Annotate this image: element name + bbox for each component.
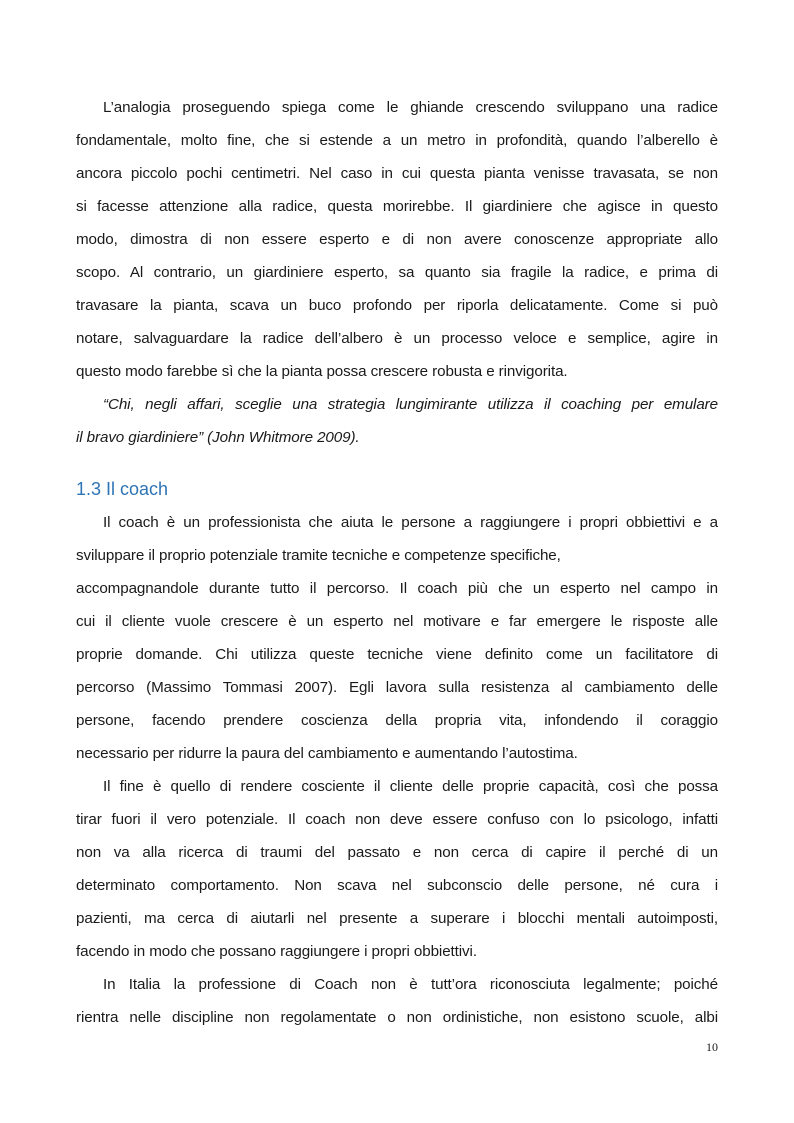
paragraph-italy [76, 968, 718, 1034]
text-line: L’analogia proseguendo spiega come le ghiande crescendo sviluppano una radice [103, 99, 718, 116]
quote-line: “Chi, negli affari, sceglie una strategia lungimirante utilizza il coaching per emulare [103, 396, 718, 413]
text-line: determinato comportamento. Non scava nel subconscio delle persone, né cura i [76, 877, 718, 894]
text-line: percorso (Massimo Tommasi 2007). Egli lavora sulla resistenza al cambiamento delle [76, 679, 718, 696]
quote-line: il bravo giardiniere” (John Whitmore 2009). [76, 429, 360, 446]
paragraph-coach-purpose [76, 770, 718, 968]
text-line: ancora piccolo pochi centimetri. Nel caso in cui questa pianta venisse travasata, se non [76, 165, 718, 182]
text-line: travasare la pianta, scava un buco profondo per riporla delicatamente. Come si può [76, 297, 718, 314]
page-number: 10 [706, 1040, 718, 1054]
section-heading: 1.3 Il coach [76, 479, 169, 499]
text-line: sviluppare il proprio potenziale tramite tecniche e competenze specifiche, [76, 547, 561, 564]
text-line: Il fine è quello di rendere cosciente il cliente delle proprie capacità, così che possa [103, 778, 718, 795]
paragraph-coach-definition [76, 506, 718, 770]
paragraph-ghiande [76, 91, 718, 388]
text-line: facendo in modo che possano raggiungere i propri obbiettivi. [76, 943, 477, 960]
text-line: questo modo farebbe sì che la pianta possa crescere robusta e rinvigorita. [76, 363, 568, 380]
text-line: non va alla ricerca di traumi del passato e non cerca di capire il perché di un [76, 844, 718, 861]
text-line: si facesse attenzione alla radice, questa morirebbe. Il giardiniere che agisce in questo [76, 198, 718, 215]
text-line: cui il cliente vuole crescere è un esperto nel motivare e far emergere le risposte alle [76, 613, 718, 630]
quote-whitmore [76, 388, 718, 454]
text-line: persone, facendo prendere coscienza della propria vita, infondendo il coraggio [76, 712, 718, 729]
text-line: scopo. Al contrario, un giardiniere esperto, sa quanto sia fragile la radice, e prima di [76, 264, 718, 281]
text-line: tirar fuori il vero potenziale. Il coach non deve essere confuso con lo psicologo, infatti [76, 811, 718, 828]
text-line: In Italia la professione di Coach non è tutt’ora riconosciuta legalmente; poiché [103, 976, 718, 993]
text-line: necessario per ridurre la paura del cambiamento e aumentando l’autostima. [76, 745, 578, 762]
text-line: modo, dimostra di non essere esperto e di non avere conoscenze appropriate allo [76, 231, 718, 248]
page-body [76, 91, 718, 1034]
text-line: Il coach è un professionista che aiuta le persone a raggiungere i propri obbiettivi e a [103, 514, 718, 531]
text-line: rientra nelle discipline non regolamentate o non ordinistiche, non esistono scuole, albi [76, 1009, 718, 1026]
text-line: notare, salvaguardare la radice dell’albero è un processo veloce e semplice, agire in [76, 330, 718, 347]
text-line: pazienti, ma cerca di aiutarli nel presente a superare i blocchi mentali autoimposti, [76, 910, 718, 927]
text-line: proprie domande. Chi utilizza queste tecniche viene definito come un facilitatore di [76, 646, 718, 663]
text-line: fondamentale, molto fine, che si estende a un metro in profondità, quando l’alberello è [76, 132, 718, 149]
text-line: accompagnandole durante tutto il percorso. Il coach più che un esperto nel campo in [76, 580, 718, 597]
